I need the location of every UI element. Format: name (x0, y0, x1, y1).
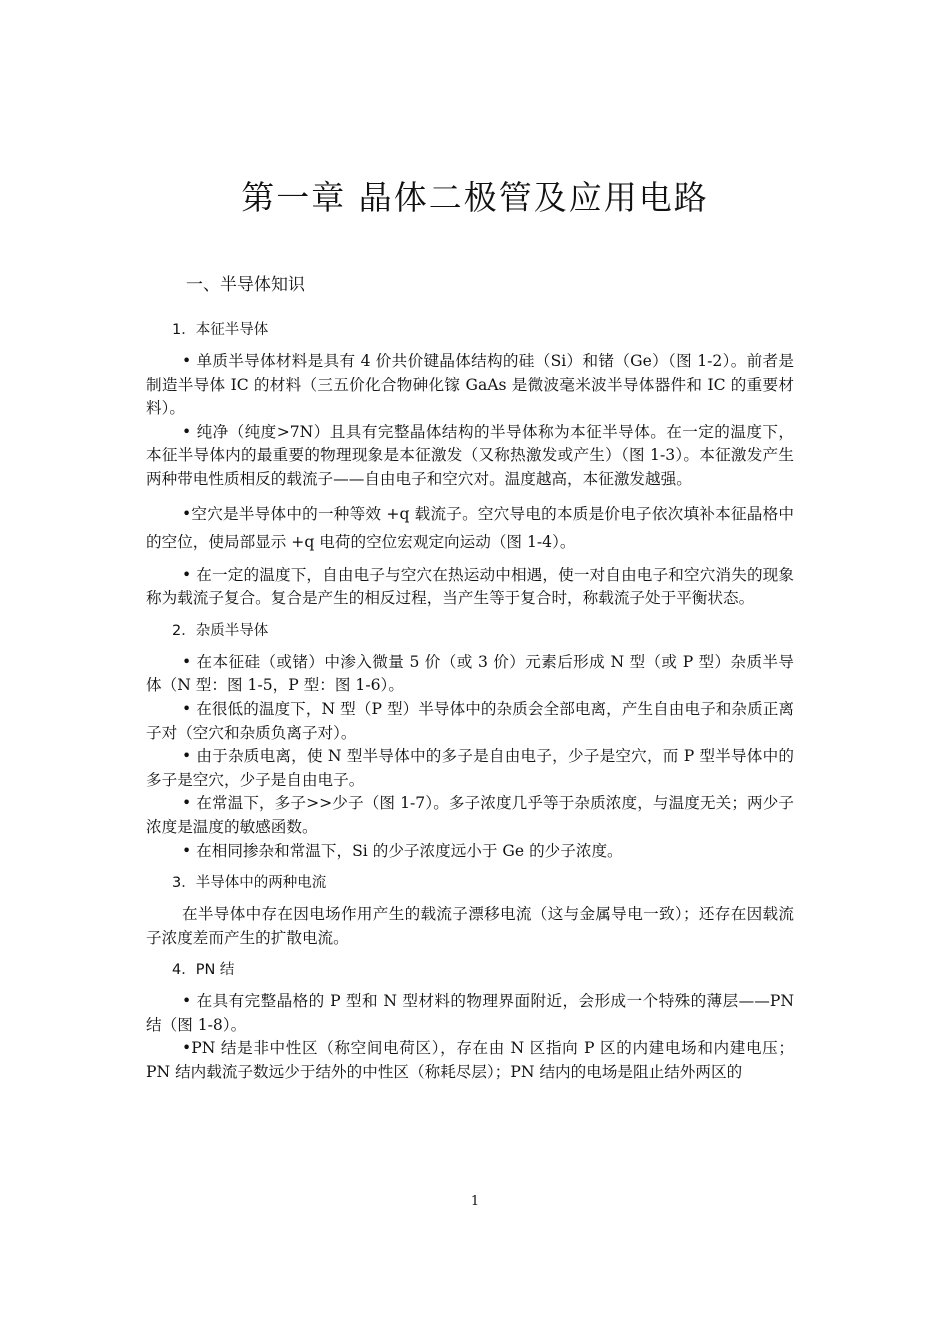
paragraph: 在半导体中存在因电场作用产生的载流子漂移电流（这与金属导电一致）；还存在因载流子浓度差而产生的扩散电流。 (146, 905, 794, 947)
page-number: 1 (470, 1194, 480, 1209)
paragraph: • 在具有完整晶格的 P 型和 N 型材料的物理界面附近，会形成一个特殊的薄层——PN 结（图 1-8）。 (146, 992, 794, 1034)
subsection-heading: 1．本征半导体 (172, 322, 269, 338)
paragraph: •空穴是半导体中的一种等效 +q 载流子。空穴导电的本质是价电子依次填补本征晶格中的空位，使局部显示 +q 电荷的空位宏观定向运动（图 1-4）。 (146, 504, 794, 551)
subsection-heading: 2．杂质半导体 (172, 622, 269, 639)
paragraph: • 在很低的温度下，N 型（P 型）半导体中的杂质会全部电离，产生自由电子和杂质正离子对（空穴和杂质负离子对）。 (146, 699, 794, 742)
chapter-title: 第一章 晶体二极管及应用电路 (241, 178, 709, 217)
subsection-heading: 4．PN 结 (172, 962, 235, 979)
paragraph: • 在相同掺杂和常温下，Si 的少子浓度远小于 Ge 的少子浓度。 (182, 841, 623, 860)
paragraph: • 由于杂质电离，使 N 型半导体中的多子是自由电子，少子是空穴，而 P 型半导体中的多子是空穴，少子是自由电子。 (146, 747, 794, 789)
paragraph: • 在一定的温度下，自由电子与空穴在热运动中相遇，使一对自由电子和空穴消失的现象称为载流子复合。复合是产生的相反过程，当产生等于复合时，称载流子处于平衡状态。 (146, 565, 794, 608)
body-text (146, 318, 794, 1085)
paragraph: • 在本征硅（或锗）中渗入微量 5 价（或 3 价）元素后形成 N 型（或 P 型）杂质半导体（N 型：图 1-5，P 型：图 1-6）。 (146, 652, 794, 695)
paragraph: • 纯净（纯度>7N）且具有完整晶体结构的半导体称为本征半导体。在一定的温度下，本征半导体内的最重要的物理现象是本征激发（又称热激发或产生）（图 1-3）。本征激发产生两种带电性质相反的载流子——自由电子和空穴对。温度越高，本征激发越强。 (146, 422, 794, 488)
section-heading: 一、半导体知识 (186, 275, 305, 295)
subsection-heading: 3．半导体中的两种电流 (172, 875, 327, 892)
paragraph: •PN 结是非中性区（称空间电荷区），存在由 N 区指向 P 区的内建电场和内建电压；PN 结内载流子数远少于结外的中性区（称耗尽层）；PN 结内的电场是阻止结外两区的 (146, 1039, 794, 1082)
paragraph: • 在常温下，多子>>少子（图 1-7）。多子浓度几乎等于杂质浓度，与温度无关；两少子浓度是温度的敏感函数。 (146, 794, 794, 836)
paragraph: • 单质半导体材料是具有 4 价共价键晶体结构的硅（Si）和锗（Ge）（图 1-2）。前者是制造半导体 IC 的材料（三五价化合物砷化镓 GaAs 是微波毫米波半导体器件和 IC 的重要材料）。 (146, 352, 794, 418)
